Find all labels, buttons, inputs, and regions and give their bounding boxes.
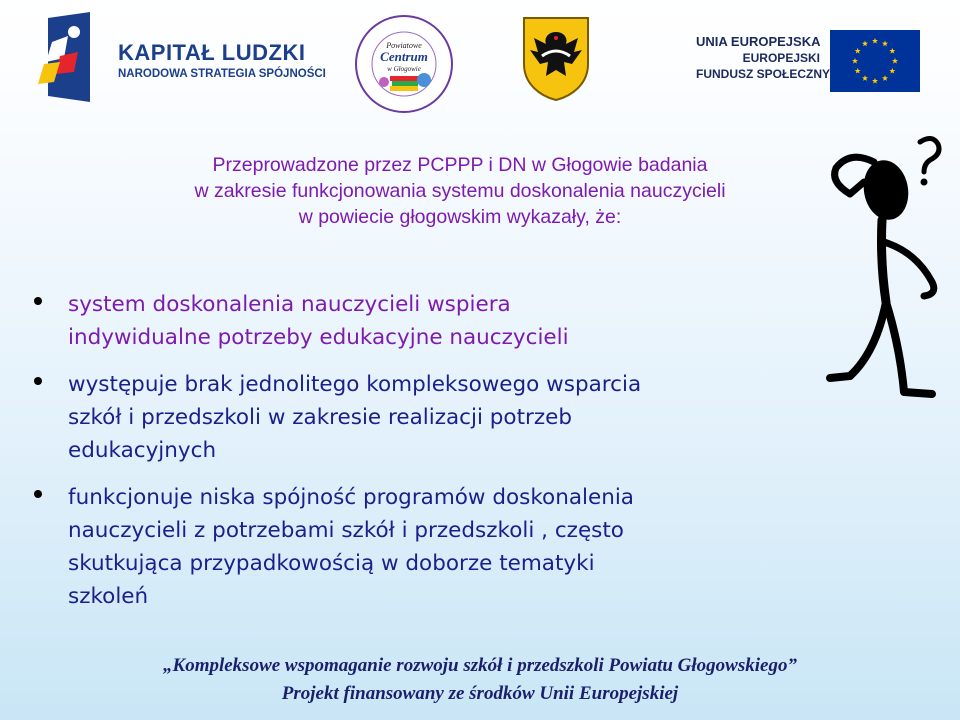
finding-text (68, 481, 832, 613)
finding-line: edukacyjnych (68, 438, 217, 463)
finding-item (32, 481, 832, 613)
svg-text:Powiatowe: Powiatowe (386, 41, 422, 50)
eu-line-2: EUROPEJSKI (742, 51, 820, 65)
intro-line-3: w powiecie głogowskim wykazały, że: (298, 206, 622, 228)
finding-text (68, 288, 832, 354)
thinking-stick-figure-icon (820, 132, 950, 422)
eu-line-3: FUNDUSZ SPOŁECZNY (696, 67, 831, 81)
footer-project-title: „Kompleksowe wspomaganie rozwoju szkół i przedszkoli Powiatu Głogowskiego” (163, 655, 797, 676)
finding-line: indywidualne potrzeby edukacyjne nauczycieli (68, 325, 569, 350)
finding-line: występuje brak jednolitego kompleksowego wsparcia (68, 372, 642, 397)
svg-text:w Głogowie: w Głogowie (387, 65, 421, 73)
eu-logo (696, 30, 926, 94)
eu-text (696, 34, 831, 82)
svg-text:Centrum: Centrum (380, 49, 428, 64)
pcppp-logo (354, 14, 454, 114)
footer-funding-note: Projekt finansowany ze środków Unii Europejskiej (281, 683, 679, 704)
eu-flag-icon (830, 30, 920, 92)
kapital-ludzki-logo (38, 12, 338, 102)
eagle-crest-icon (520, 16, 592, 102)
finding-item (32, 368, 832, 467)
kapital-ludzki-title: KAPITAŁ LUDZKI (118, 40, 306, 65)
coat-of-arms-logo (520, 16, 592, 102)
pcppp-seal-icon (354, 14, 454, 114)
intro-heading (100, 152, 820, 230)
eu-line-1: UNIA EUROPEJSKA (696, 34, 821, 49)
bullet-dot (34, 490, 42, 498)
kapital-ludzki-logo-icon (38, 12, 108, 102)
finding-item (32, 288, 832, 354)
finding-line: szkół i przedszkoli w zakresie realizacji potrzeb (68, 405, 573, 430)
finding-line: nauczycieli z potrzebami szkół i przedszkoli , często (68, 518, 624, 543)
kapital-ludzki-subtitle: NARODOWA STRATEGIA SPÓJNOŚCI (118, 68, 326, 80)
findings-list (32, 288, 832, 627)
bullet-dot (34, 377, 42, 385)
bullet-dot (34, 297, 42, 305)
intro-line-1: Przeprowadzone przez PCPPP i DN w Głogowie badania (212, 154, 708, 176)
finding-line: szkoleń (68, 584, 149, 609)
finding-line: funkcjonuje niska spójność programów doskonalenia (68, 485, 634, 510)
intro-line-2: w zakresie funkcjonowania systemu doskonalenia nauczycieli (194, 180, 726, 202)
question-mark-icon (920, 138, 939, 185)
finding-line: skutkująca przypadkowością w doborze tematyki (68, 551, 595, 576)
finding-text (68, 368, 832, 467)
project-footer (0, 652, 960, 708)
finding-line: system doskonalenia nauczycieli wspiera (68, 292, 511, 317)
